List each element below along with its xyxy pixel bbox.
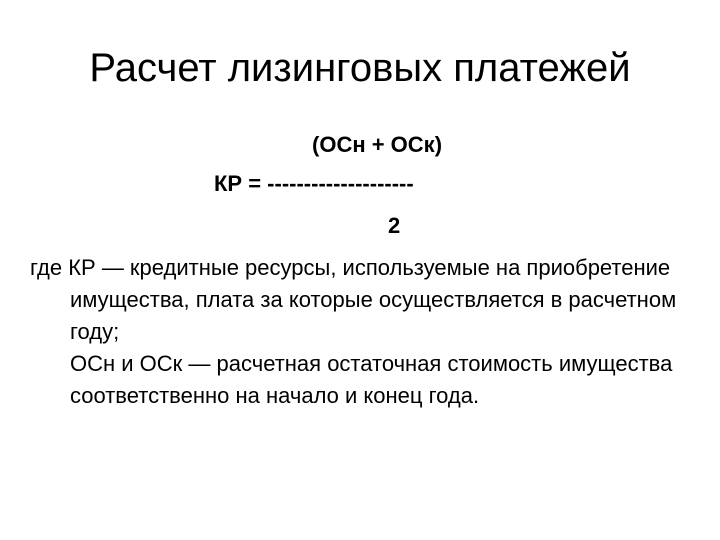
formula-lhs-and-fraction-line: КР = -------------------- [214, 171, 414, 196]
formula-denominator: 2 [388, 213, 401, 238]
slide-title: Расчет лизинговых платежей [89, 46, 631, 90]
definition-os: ОСн и ОСк — расчетная остаточная стоимость имущества соответственно на начало и конец года. [70, 351, 673, 408]
formula [0, 0, 720, 250]
definition-kr: где КР — кредитные ресурсы, используемые на приобретение имущества, плата за которые осуществляется в расчетном году; [30, 255, 677, 344]
explanation [30, 252, 700, 412]
formula-numerator: (ОСн + ОСк) [312, 132, 443, 157]
